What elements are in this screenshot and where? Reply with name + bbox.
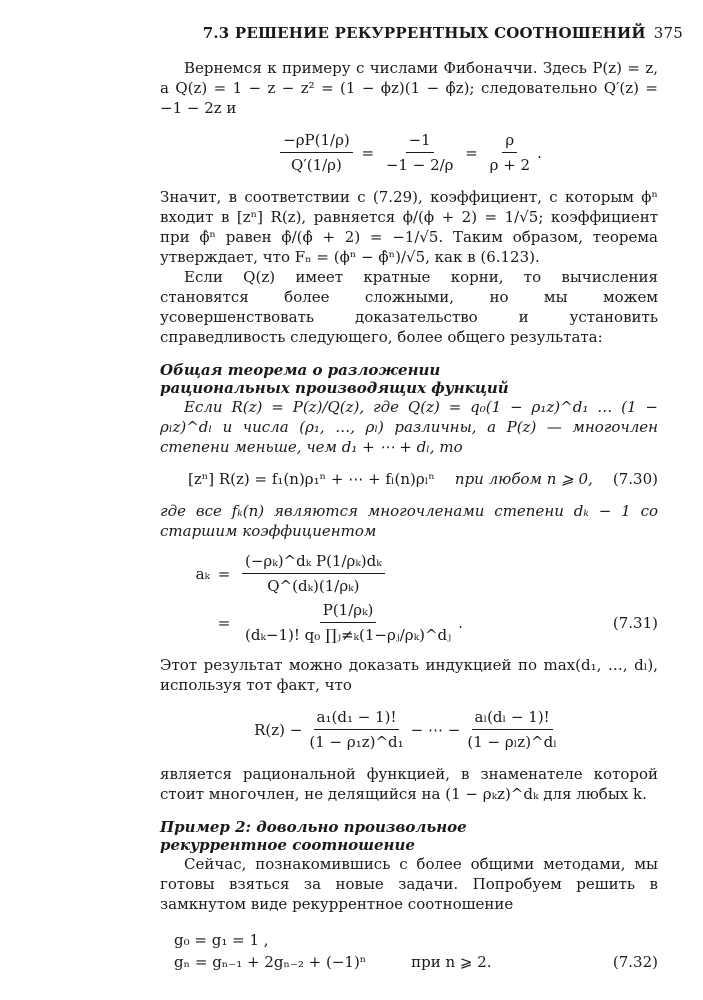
equation-number: (7.31) [612,613,658,632]
paragraph-multiple-roots: Если Q(z) имеет кратные корни, то вычисления становятся более сложными, но мы можем усовершенствовать доказательство и установить справедливость следующего, более общего результата: [160,268,658,346]
paragraph-coefficients: Значит, в соответствии с (7.29), коэффициент, с которым ϕⁿ входит в [zⁿ] R(z), равняется ϕ/(ϕ + 2) = 1/√5; коэффициент при ϕ̂ⁿ равен ϕ̂/(ϕ̂ + 2) = −1/√5. Таким образом, теорема утверждает, что Fₙ = (ϕⁿ − ϕ̂ⁿ)/√5, как в (6.123). [160,188,658,266]
heading-example-2-2: рекуррентное соотношение [160,836,415,854]
page-body [160,58,658,982]
paragraph-new-problems: Сейчас, познакомившись с более общими методами, мы готовы взяться за новые задачи. Попробуем решить в замкнутом виде рекуррентное соотношение [160,855,658,913]
paragraph-theorem-statement: Если R(z) = P(z)/Q(z), где Q(z) = q₀(1 − ρ₁z)^d₁ … (1 − ρₗz)^dₗ и числа (ρ₁, …, ρₗ) различны, а P(z) — многочлен степени меньше, чем d₁ + ⋯ + dₗ, то [160,398,658,456]
heading-general-theorem-1: Общая теорема о разложении [160,361,441,379]
equation-remainder: R(z) − $\frac{\text{a₁(d₁ − 1)!}}{\text{(1 − ρ₁z)\textasciicircum{}d₁}}$ − ⋯ − $\frac{\text{aₗ(dₗ − 1)!}}{\text{(1 − ρₗz)\textasciicircum{}dₗ}}$ [160,707,658,752]
equation-number: (7.30) [612,470,658,488]
equation-number: (7.32) [612,953,658,971]
paragraph-polynomials: где все fₖ(n) являются многочленами степени dₖ − 1 со старшим коэффициентом [160,502,658,540]
paragraph-rational-function: является рациональной функцией, в знаменателе которой стоит многочлен, не делящийся на (1 − ρₖz)^dₖ для любых k. [160,765,658,803]
fraction: $\frac{\text{(−ρₖ)\textasciicircum{}dₖ P(1/ρₖ)dₖ}}{\text{Q\textasciicircum{}(dₖ)(1/ρₖ)}}$ [242,551,385,596]
equation-7-32: g₀ = g₁ = 1 , gₙ = gₙ₋₁ + 2gₙ₋₂ + (−1)ⁿ при n ⩾ 2. (7.32) [174,931,658,971]
section-title: 7.3 РЕШЕНИЕ РЕКУРРЕНТНЫХ СООТНОШЕНИЙ [202,24,646,42]
fraction: $\frac{\text{aₗ(dₗ − 1)!}}{\text{(1 − ρₗz)\textasciicircum{}dₗ}}$ [467,708,557,751]
heading-general-theorem-2: рациональных производящих функций [160,379,509,397]
fraction: $\frac{\rho}{\rho + 2}$ [489,131,531,174]
page-number: 375 [653,24,683,42]
equation-residue: $\frac{-\rho P(1/\rho)}{Q'(1/\rho)}$ = $\frac{-1}{-1 - 2/\rho}$ = $\frac{\rho}{\rho + 2}$ . [160,130,658,175]
fraction: $\frac{-1}{-1 - 2/\rho}$ [385,131,454,174]
fraction: $\frac{-\rho P(1/\rho)}{Q'(1/\rho)}$ [280,130,353,175]
equation-7-30: [zⁿ] R(z) = f₁(n)ρ₁ⁿ + ⋯ + fₗ(n)ρₗⁿ при любом n ⩾ 0, (7.30) [188,470,658,488]
heading-example-2-1: Пример 2: довольно произвольное [160,818,467,836]
running-header [160,24,683,42]
paragraph-induction: Этот результат можно доказать индукцией по max(d₁, …, dₗ), используя тот факт, что [160,656,658,694]
fraction: $\frac{\text{a₁(d₁ − 1)!}}{\text{(1 − ρ₁z)\textasciicircum{}d₁}}$ [309,708,404,751]
fraction: $\frac{\text{P(1/ρₖ)}}{\text{(dₖ−1)! q₀ ∏ⱼ≠ₖ(1−ρⱼ/ρₖ)\textasciicircum{}dⱼ}}$ [245,601,452,644]
equation-7-31: aₖ = $\frac{\text{(−ρₖ)\textasciicircum{}dₖ P(1/ρₖ)dₖ}}{\text{Q\textasciicircum{}(dₖ)(1/ρₖ)}}$ = $\frac{\text{P(1/ρₖ)}}{\text{(dₖ−1)! q₀ ∏ⱼ≠ₖ(1−ρⱼ/ρₖ)\textasciicircum{}dⱼ}}$ . (7.31) [195,552,658,644]
paragraph-fibonacci: Вернемся к примеру с числами Фибоначчи. Здесь P(z) = z, а Q(z) = 1 − z − z² = (1 − ϕz)(1 − ϕ̂z); следовательно Q′(z) = −1 − 2z и [160,59,658,117]
